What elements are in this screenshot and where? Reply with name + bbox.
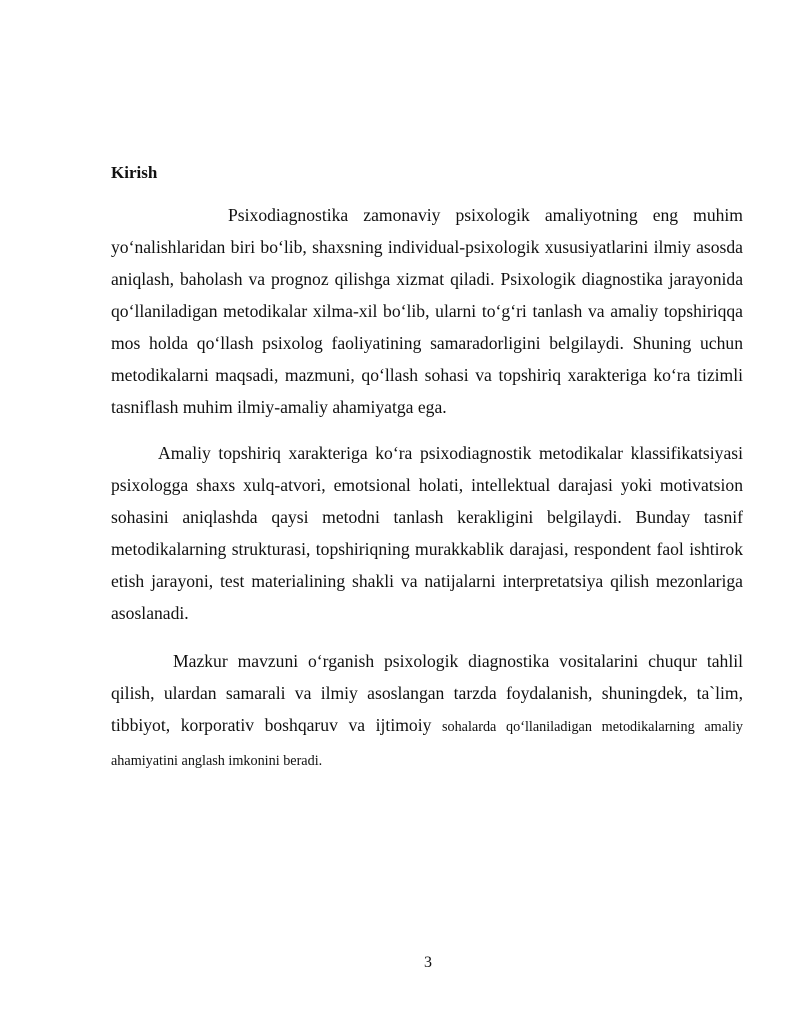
paragraph-conclusion-small: sohalarda qo‘llaniladigan metodikalarning amaliy ahamiyatini anglash imkonini beradi. <box>111 719 743 769</box>
paragraph-conclusion <box>111 645 743 777</box>
paragraph-intro: Psixodiagnostika zamonaviy psixologik amaliyotning eng muhim yo‘nalishlaridan biri bo‘lib, shaxsning individual-psixologik xususiyatlarini ilmiy asosda aniqlash, baholash va prognoz qilishga xizmat qiladi. Psixologik diagnostika jarayonida qo‘llaniladigan metodikalar xilma-xil bo‘lib, ularni to‘g‘ri tanlash va amaliy topshiriqqa mos holda qo‘llash psixolog faoliyatining samaradorligini belgilaydi. Shuning uchun metodikalarni maqsadi, mazmuni, qo‘llash sohasi va topshiriq xarakteriga ko‘ra tizimli tasniflash muhim ilmiy-amaliy ahamiyatga ega. <box>111 205 743 417</box>
paragraph-classification: Amaliy topshiriq xarakteriga ko‘ra psixodiagnostik metodikalar klassifikatsiyasi psixologga shaxs xulq-atvori, emotsional holati, intellektual darajasi yoki motivatsion sohasini aniqlashda qaysi metodni tanlash kerakligini belgilaydi. Bunday tasnif metodikalarning strukturasi, topshiriqning murakkablik darajasi, respondent faol ishtirok etish jarayoni, test materialining shakli va natijalarni interpretatsiya qilish mezonlariga asoslanadi. <box>111 443 743 623</box>
page-number: 3 <box>424 954 432 971</box>
section-heading: Kirish <box>111 163 158 182</box>
paragraph-conclusion-main: Mazkur mavzuni o‘rganish psixologik diagnostika vositalarini chuqur tahlil qilish, ulardan samarali va ilmiy asoslangan tarzda foydalanish, shuningdek, ta`lim, tibbiyot, korporativ boshqaruv va ijtimoiy <box>111 651 743 735</box>
